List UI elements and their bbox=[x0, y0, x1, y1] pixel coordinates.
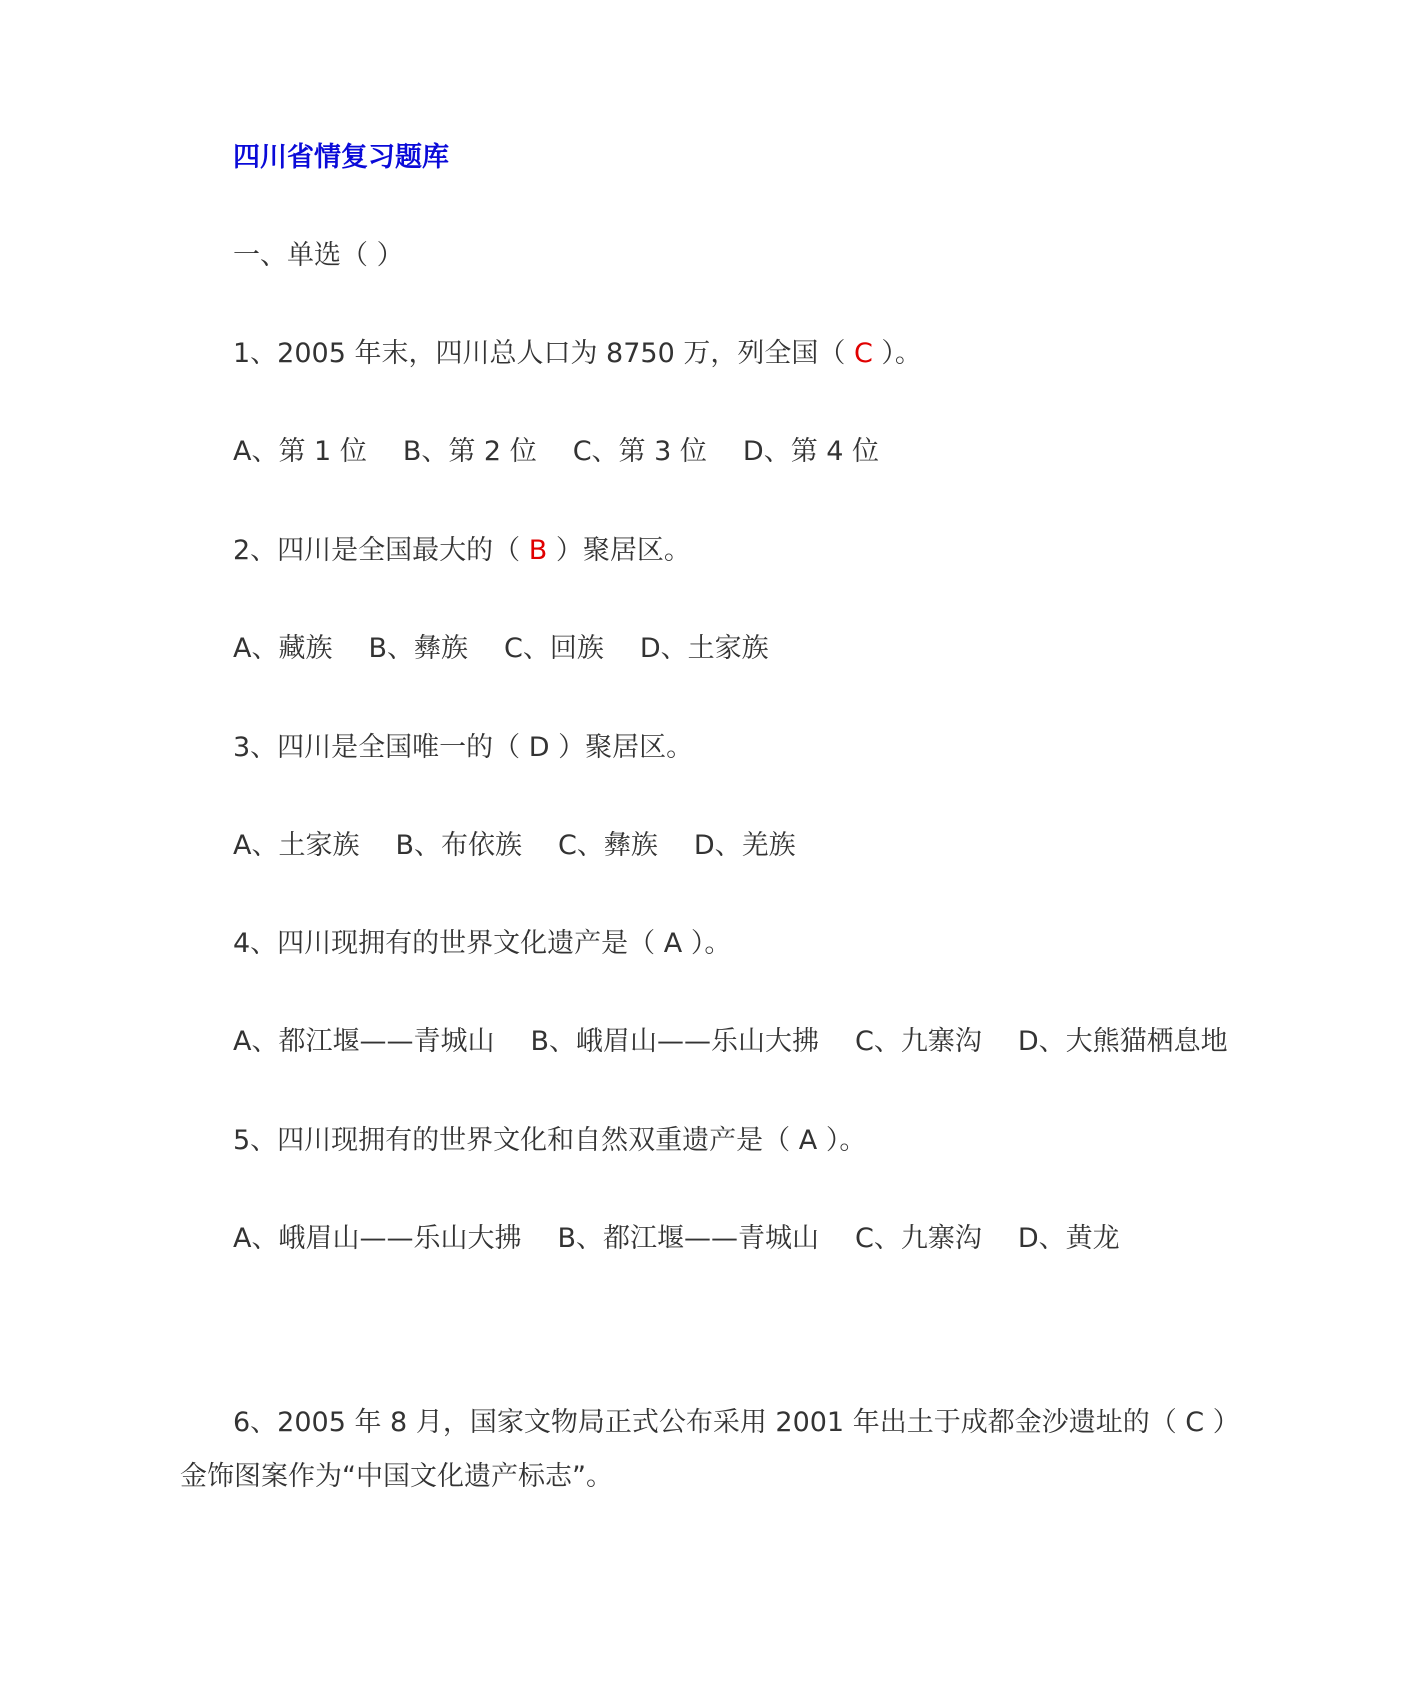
question-4 bbox=[233, 924, 731, 964]
document-title: 四川省情复习题库 bbox=[233, 142, 449, 173]
question-2-option-b: B、彝族 bbox=[368, 633, 469, 664]
question-3-options bbox=[233, 826, 796, 866]
question-1-prefix: 1、2005 年末，四川总人口为 8750 万，列全国（ bbox=[233, 338, 846, 369]
question-3 bbox=[233, 728, 693, 768]
question-3-option-a: A、土家族 bbox=[233, 830, 360, 861]
question-4-option-d: D、大熊猫栖息地 bbox=[1017, 1026, 1228, 1057]
question-2-option-c: C、回族 bbox=[504, 633, 604, 664]
question-6: 6、2005 年 8 月，国家文物局正式公布采用 2001 年出土于成都金沙遗址的（ C ）金饰图案作为“中国文化遗产标志”。 bbox=[180, 1407, 1240, 1492]
question-2-option-d: D、土家族 bbox=[639, 633, 769, 664]
question-1-option-a: A、第 1 位 bbox=[233, 436, 367, 467]
question-1-options bbox=[233, 432, 879, 472]
section-heading: 一、单选（ ） bbox=[233, 240, 404, 271]
question-5 bbox=[233, 1121, 866, 1161]
question-3-answer: D bbox=[528, 732, 550, 763]
question-5-answer: A bbox=[798, 1125, 818, 1156]
question-4-option-b: B、峨眉山——乐山大拂 bbox=[530, 1026, 820, 1057]
question-5-option-d: D、黄龙 bbox=[1017, 1223, 1120, 1254]
question-2-prefix: 2、四川是全国最大的（ bbox=[233, 535, 521, 566]
question-4-option-c: C、九寨沟 bbox=[855, 1026, 982, 1057]
question-4-prefix: 4、四川现拥有的世界文化遗产是（ bbox=[233, 928, 656, 959]
question-3-prefix: 3、四川是全国唯一的（ bbox=[233, 732, 521, 763]
question-2 bbox=[233, 531, 691, 571]
question-2-suffix: ）聚居区。 bbox=[555, 535, 691, 566]
question-3-option-b: B、布依族 bbox=[395, 830, 523, 861]
question-1-suffix: ）。 bbox=[881, 338, 922, 369]
question-2-answer: B bbox=[528, 535, 548, 566]
question-5-option-b: B、都江堰——青城山 bbox=[557, 1223, 820, 1254]
question-1-option-c: C、第 3 位 bbox=[572, 436, 707, 467]
question-4-suffix: ）。 bbox=[690, 928, 732, 959]
question-3-option-c: C、彝族 bbox=[558, 830, 658, 861]
question-3-suffix: ）聚居区。 bbox=[558, 732, 694, 763]
question-1-option-d: D、第 4 位 bbox=[742, 436, 880, 467]
question-5-options bbox=[233, 1219, 1120, 1259]
question-2-options bbox=[233, 629, 769, 669]
question-1-option-b: B、第 2 位 bbox=[402, 436, 537, 467]
question-2-option-a: A、藏族 bbox=[233, 633, 333, 664]
question-4-options bbox=[233, 1022, 1228, 1062]
question-5-option-c: C、九寨沟 bbox=[855, 1223, 982, 1254]
question-4-option-a: A、都江堰——青城山 bbox=[233, 1026, 495, 1057]
question-1-answer: C bbox=[853, 338, 873, 369]
question-3-option-d: D、羌族 bbox=[693, 830, 796, 861]
question-5-option-a: A、峨眉山——乐山大拂 bbox=[233, 1223, 522, 1254]
question-5-prefix: 5、四川现拥有的世界文化和自然双重遗产是（ bbox=[233, 1125, 791, 1156]
question-5-suffix: ）。 bbox=[825, 1125, 867, 1156]
question-4-answer: A bbox=[663, 928, 683, 959]
question-1 bbox=[233, 334, 922, 374]
